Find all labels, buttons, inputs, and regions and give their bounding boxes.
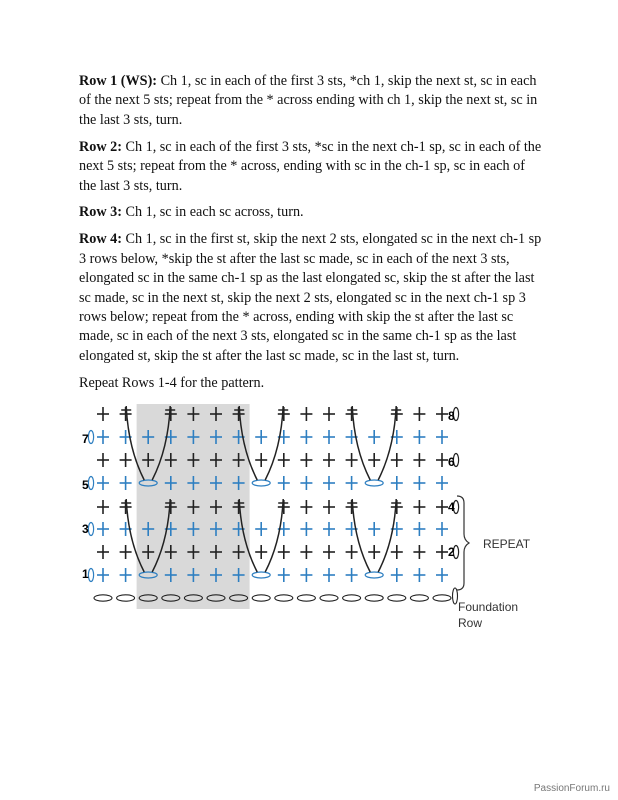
chain-one-space bbox=[365, 480, 383, 486]
elongated-sc-row-8 bbox=[378, 406, 396, 480]
elongated-sc-row-4 bbox=[265, 499, 283, 572]
row-2-instruction: Row 2: Ch 1, sc in each of the first 3 sts, *sc in the next ch-1 sp, sc in each of the next 5 sts; repeat from the * across, ending with sc in the ch-1 sp, sc in each of the last 3 sts, turn. bbox=[79, 138, 542, 194]
turning-chain bbox=[88, 523, 93, 536]
turning-chain bbox=[88, 569, 93, 582]
foundation-label: Foundation bbox=[458, 600, 519, 614]
elongated-sc-row-4 bbox=[352, 499, 370, 572]
row-number-8: 8 bbox=[448, 409, 455, 423]
instructions-text bbox=[79, 72, 544, 401]
foundation-chain bbox=[320, 595, 338, 601]
foundation-chain bbox=[117, 595, 135, 601]
chain-one-space bbox=[365, 572, 383, 578]
row-number-6: 6 bbox=[448, 455, 455, 469]
row-number-1: 1 bbox=[82, 567, 89, 581]
chain-one-space bbox=[252, 572, 270, 578]
watermark: PassionForum.ru bbox=[533, 783, 610, 794]
foundation-chain bbox=[297, 595, 315, 601]
row-number-2: 2 bbox=[448, 545, 455, 559]
turning-chain bbox=[88, 477, 93, 490]
row-3-instruction: Row 3: Ch 1, sc in each sc across, turn. bbox=[79, 204, 304, 221]
repeat-label: REPEAT bbox=[483, 537, 531, 551]
foundation-chain bbox=[433, 595, 451, 601]
row-number-7: 7 bbox=[82, 432, 89, 446]
row-1-instruction: Row 1 (WS): Ch 1, sc in each of the first 3 sts, *ch 1, skip the next st, sc in each of the next 5 sts; repeat from the * across ending with ch 1, skip the next st, sc in the last 3 sts, turn. bbox=[79, 73, 538, 128]
foundation-chain bbox=[94, 595, 112, 601]
foundation-label-row: Row bbox=[458, 616, 483, 630]
repeat-note: Repeat Rows 1-4 for the pattern. bbox=[79, 374, 265, 391]
foundation-chain bbox=[388, 595, 406, 601]
row-number-4: 4 bbox=[448, 500, 455, 514]
row-number-5: 5 bbox=[82, 478, 89, 492]
foundation-chain bbox=[410, 595, 428, 601]
row-4-instruction: Row 4: Ch 1, sc in the first st, skip the next 2 sts, elongated sc in the next ch-1 sp 3 rows below, *skip the st after the last sc made, sc in each of the next 3 sts, elongated sc in the same ch-1 sp as the last elongated sc, skip the st after the last sc made, sc in the next st, skip the next 2 sts, elongated sc in the next ch-1 sp 3 rows below; repeat from the * across, ending with skip the st after the last sc made, sc in each of the next 3 sts, elongated sc in the same ch-1 sp as the last elongated st, skip the st after the last sc made, sc in the last st, turn. bbox=[79, 231, 542, 364]
stitch-chart bbox=[0, 395, 618, 640]
chain-one-space bbox=[252, 480, 270, 486]
foundation-chain bbox=[252, 595, 270, 601]
foundation-chain bbox=[365, 595, 383, 601]
elongated-sc-row-8 bbox=[352, 406, 370, 480]
turning-chain bbox=[453, 588, 458, 604]
foundation-chain bbox=[343, 595, 361, 601]
row-number-3: 3 bbox=[82, 522, 89, 536]
foundation-chain bbox=[275, 595, 293, 601]
turning-chain bbox=[88, 431, 93, 444]
elongated-sc-row-4 bbox=[378, 499, 396, 572]
elongated-sc-row-8 bbox=[265, 406, 283, 480]
